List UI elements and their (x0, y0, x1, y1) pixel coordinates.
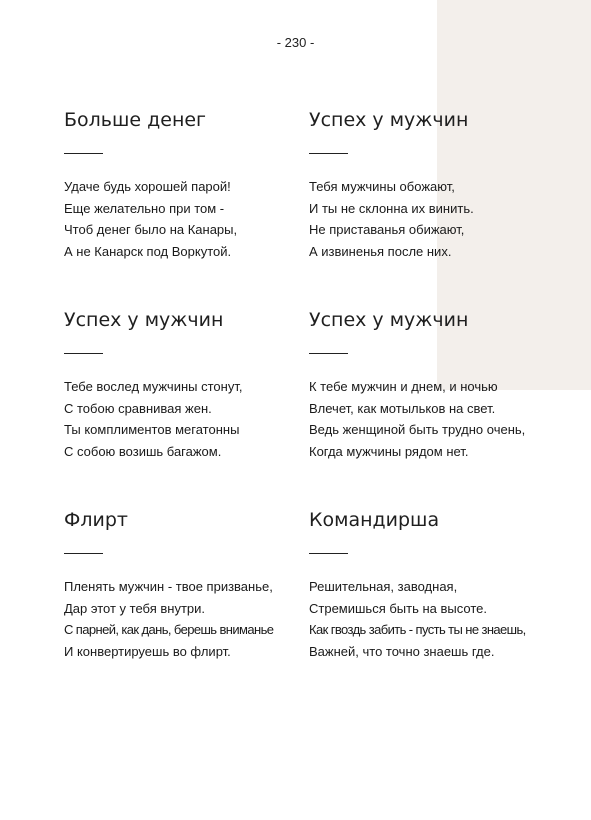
poem-lines (64, 376, 304, 462)
poem-block (64, 108, 304, 262)
poem-title: Флирт (64, 509, 128, 531)
page-number: - 230 - (276, 35, 315, 50)
poem-title: Успех у мужчин (309, 109, 469, 131)
poem-lines (64, 176, 304, 262)
poem-line: Пленять мужчин - твое призванье, (64, 579, 273, 594)
poem-line: Тебя мужчины обожают, (309, 179, 455, 194)
title-divider (64, 553, 103, 554)
poem-line: Решительная, заводная, (309, 579, 458, 594)
poem-title: Больше денег (64, 109, 207, 131)
poem-line: Как гвоздь забить - пусть ты не знаешь, (309, 622, 526, 637)
poem-block (64, 508, 304, 662)
poem-line: Не приставанья обижают, (309, 222, 465, 237)
title-divider (64, 353, 103, 354)
poem-lines (309, 376, 549, 462)
poem-title: Командирша (309, 509, 440, 531)
poem-lines (64, 576, 304, 662)
poem-block (64, 308, 304, 462)
title-divider (64, 153, 103, 154)
title-divider (309, 353, 348, 354)
poem-line: С собою возишь багажом. (64, 443, 222, 459)
poem-lines (309, 176, 549, 262)
poem-line: Когда мужчины рядом нет. (309, 443, 469, 459)
poem-line: Дар этот у тебя внутри. (64, 600, 206, 616)
poem-title: Успех у мужчин (64, 309, 224, 331)
poem-line: К тебе мужчин и днем, и ночью (309, 379, 498, 394)
poem-line: Влечет, как мотыльков на свет. (309, 400, 496, 416)
poem-line: С парней, как дань, берешь вниманье (64, 622, 274, 637)
poem-line: Стремишься быть на высоте. (309, 600, 487, 616)
poem-line: И ты не склонна их винить. (309, 200, 474, 216)
poem-title: Успех у мужчин (309, 309, 469, 331)
poem-line: А не Канарск под Воркутой. (64, 243, 232, 259)
poem-block (309, 108, 549, 262)
poem-block (309, 308, 549, 462)
poem-line: И конвертируешь во флирт. (64, 643, 231, 659)
poem-line: Тебе вослед мужчины стонут, (64, 379, 243, 394)
poem-line: А извиненья после них. (309, 243, 452, 259)
title-divider (309, 153, 348, 154)
poem-line: Важней, что точно знаешь где. (309, 643, 495, 659)
poem-block (309, 508, 549, 662)
poem-line: Чтоб денег было на Канары, (64, 222, 238, 237)
poem-line: С тобою сравнивая жен. (64, 400, 212, 416)
poem-line: Ты комплиментов мегатонны (64, 422, 240, 437)
title-divider (309, 553, 348, 554)
poem-line: Ведь женщиной быть трудно очень, (309, 422, 526, 437)
poem-line: Удаче будь хорошей парой! (64, 179, 231, 194)
poem-lines (309, 576, 549, 662)
poem-line: Еще желательно при том - (64, 200, 225, 216)
